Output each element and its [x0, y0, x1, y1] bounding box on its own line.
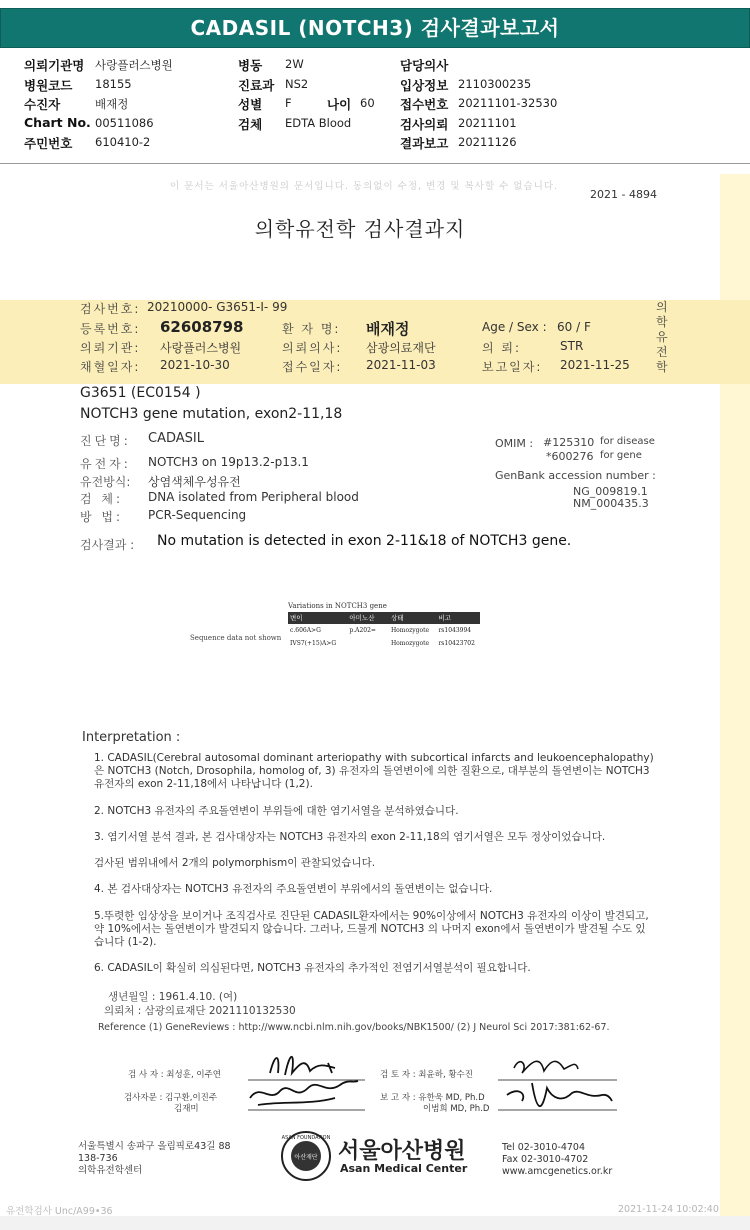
field-label: 검체 [238, 117, 263, 132]
variation-caption: Variations in NOTCH3 gene [288, 602, 387, 610]
diagnosis: CADASIL [148, 431, 204, 446]
receive-date: 2021-11-03 [366, 358, 436, 372]
field-label: 성별 [238, 97, 263, 112]
exam-no-label: 검사번호: [80, 302, 141, 316]
field-value: 2W [285, 57, 304, 71]
address-line-1: 서울특별시 송파구 올림픽로43길 88 [78, 1141, 231, 1152]
collect-date-label: 채혈일자: [80, 360, 141, 374]
field-value: 18155 [95, 77, 132, 91]
print-strip [0, 1216, 750, 1230]
address-line-2: 138-736 [78, 1153, 118, 1164]
patient-label: 환 자 명: [282, 322, 341, 336]
field-label: 수진자 [24, 97, 61, 112]
variation-row [288, 637, 480, 650]
gene-label: 유전자: [80, 457, 131, 471]
inheritance-label: 유전방식: [80, 475, 131, 489]
field-label: 검사의뢰 [400, 117, 449, 132]
method-label: 방 법: [80, 510, 124, 524]
variation-row [288, 624, 480, 637]
result-label: 검사결과 : [80, 538, 135, 552]
method: PCR-Sequencing [148, 508, 247, 522]
scanned-report [0, 168, 750, 1230]
diagnosis-label: 진단명: [80, 434, 131, 448]
institution: 사랑플러스병원 [160, 341, 242, 355]
interpretation-paragraph: 3. 염기서열 분석 결과, 본 검사대상자는 NOTCH3 유전자의 exon 2-11,18의 염기서열은 모두 정상이었습니다. [94, 831, 606, 843]
variation-cell: IVS7(+15)A>G [290, 640, 337, 647]
reference: Reference (1) GeneReviews : http://www.ncbi.nlm.nih.gov/books/NBK1500/ (2) J Neurol Sci 2017:381:62-67. [98, 1022, 610, 1033]
vertical-department-label: 의학유전학 [656, 300, 668, 374]
field-value: EDTA Blood [285, 116, 352, 130]
field-value: 20211101-32530 [458, 96, 558, 110]
field-label: Chart No. [24, 115, 91, 130]
omim-disease: #125310 [543, 436, 595, 449]
field-label: 결과보고 [400, 136, 449, 151]
reporter-label: 보 고 자 : 유한욱 MD, Ph.D [380, 1093, 485, 1103]
collect-date: 2021-10-30 [160, 358, 230, 372]
logo-ring-text: ASAN FOUNDATION [281, 1135, 331, 1141]
field-value: 00511086 [95, 116, 154, 130]
ward: STR [560, 339, 584, 353]
field-value: 20211101 [458, 116, 517, 130]
requester: 의뢰처 : 삼광의료재단 2021110132530 [104, 1005, 296, 1017]
omim-disease-note: for disease [600, 436, 655, 447]
variation-header-row [288, 612, 480, 624]
reg-no: 62608798 [160, 318, 244, 336]
interpretation-paragraph: 검사된 범위내에서 2개의 polymorphism이 관찰되었습니다. [94, 857, 376, 869]
field-label: 담당의사 [400, 58, 449, 73]
genbank-accession-1: NG_009819.1 [573, 485, 648, 498]
document-number: 2021 - 4894 [590, 188, 657, 201]
variation-header-cell: 아미노산 [349, 614, 375, 622]
field-value: 610410-2 [95, 135, 151, 149]
interpretation-paragraph: 1. CADASIL(Cerebral autosomal dominant arteriopathy with subcortical infarcts and leukoencephalopathy)은 NOTCH3 (Notch, Drosophila, homolog of, 3) 유전자의 돌연변이에 의한 질환으로, 대부분의 돌연변이는 NOTCH3 유전자의 exon 2-11,18에서 나타납니다 (1,2). [94, 752, 654, 790]
interpretation-paragraph: 4. 본 검사대상자는 NOTCH3 유전자의 주요돌연변이 부위에서의 돌연변이는 없습니다. [94, 883, 493, 895]
document-title: 의학유전학 검사결과지 [254, 217, 466, 241]
asan-foundation-logo [280, 1130, 332, 1182]
field-value: 사랑플러스병원 [95, 58, 173, 72]
field-label: 나이 [327, 97, 352, 112]
patient-name: 배재정 [366, 320, 410, 338]
field-label: 주민번호 [24, 136, 73, 151]
omim-gene-note: for gene [600, 450, 642, 461]
interpretation-paragraph: 6. CADASIL이 확실히 의심된다면, NOTCH3 유전자의 추가적인 전염기서열분석이 필요합니다. [94, 962, 531, 974]
field-value: 배재정 [95, 97, 129, 111]
genbank-accession-2: NM_000435.3 [573, 497, 649, 510]
omim-gene: *600276 [546, 450, 594, 463]
variation-cell [349, 637, 391, 650]
report-date-label: 보고일자: [482, 360, 543, 374]
address-line-3: 의학유전학센터 [78, 1165, 143, 1176]
age-sex-label: Age / Sex : [482, 320, 547, 334]
reviewer-label: 검 토 자 : 최윤하, 황수진 [380, 1070, 473, 1080]
interpretation-title: Interpretation : [82, 730, 181, 745]
inheritance: 상염색체우성유전 [148, 475, 241, 489]
test-code: G3651 (EC0154 ) [80, 385, 201, 401]
field-value: NS2 [285, 77, 309, 91]
sequence-note: Sequence data not shown [190, 634, 282, 642]
field-value: 20211126 [458, 135, 517, 149]
variation-cell: rs1043994 [438, 627, 472, 634]
ward-label: 의 뢰: [482, 341, 522, 355]
field-label: 진료과 [238, 78, 275, 93]
logo-inner-text: 아산재단 [294, 1154, 318, 1161]
variation-table [288, 602, 480, 650]
variation-header-cell: 변이 [290, 614, 303, 622]
signature-reviewer-image [492, 1043, 622, 1118]
doctor: 삼광의료재단 [366, 341, 436, 355]
specimen-label: 검 체: [80, 492, 124, 506]
field-value: 60 [360, 96, 375, 110]
doctor-label: 의뢰의사: [282, 341, 343, 355]
age-sex: 60 / F [557, 320, 591, 334]
exam-no: 20210000- G3651-I- 99 [147, 300, 288, 314]
field-value: F [285, 96, 292, 110]
examiner-label: 검 사 자 : 최성훈, 이주연 [128, 1070, 221, 1080]
hospital-name-english: Asan Medical Center [340, 1162, 468, 1175]
institution-label: 의뢰기관: [80, 341, 141, 355]
tel: Tel 02-3010-4704 [502, 1142, 585, 1153]
watermark-notice: 이 문서는 서울아산병원의 문서입니다. 동의없이 수정, 변경 및 복사할 수 없습니다. [170, 181, 559, 192]
field-value: 2110300235 [458, 77, 532, 91]
report-date: 2021-11-25 [560, 358, 630, 372]
hospital-name-korean: 서울아산병원 [338, 1139, 466, 1164]
gene: NOTCH3 on 19p13.2-p13.1 [148, 455, 309, 469]
advisor-label-2: 김재미 [174, 1104, 199, 1114]
print-code: 유전학검사 Unc/A99•36 [6, 1206, 113, 1217]
field-label: 병동 [238, 58, 263, 73]
print-timestamp: 2021-11-24 10:02:40 [618, 1204, 719, 1215]
variation-cell: p.A202= [349, 627, 376, 634]
field-label: 입상정보 [400, 78, 449, 93]
specimen: DNA isolated from Peripheral blood [148, 490, 359, 504]
report-header-bar [0, 8, 750, 48]
test-name: NOTCH3 gene mutation, exon2-11,18 [80, 406, 343, 422]
reg-no-label: 등록번호: [80, 322, 141, 336]
signature-examiner-image [240, 1043, 370, 1118]
variation-cell: Homozygote [390, 627, 430, 634]
variation-header-cell: 상태 [390, 614, 404, 622]
variation-header-cell: 비고 [438, 614, 451, 622]
report-title: CADASIL (NOTCH3) 검사결과보고서 [190, 16, 560, 40]
genbank-label: GenBank accession number : [495, 469, 656, 482]
result-text: No mutation is detected in exon 2-11&18 of NOTCH3 gene. [157, 533, 572, 549]
field-label: 의뢰기관명 [24, 58, 85, 73]
variation-cell: rs10423702 [438, 640, 475, 647]
omim-label: OMIM : [495, 437, 534, 450]
interpretation-paragraph: 2. NOTCH3 유전자의 주요돌연변이 부위들에 대한 염기서열을 분석하였습니다. [94, 805, 459, 817]
fax: Fax 02-3010-4702 [502, 1154, 589, 1165]
reporter-label-2: 이범희 MD, Ph.D [423, 1104, 490, 1114]
header-divider [0, 163, 750, 164]
variation-cell: c.606A>G [290, 627, 321, 634]
website: www.amcgenetics.or.kr [502, 1166, 613, 1177]
receive-date-label: 접수일자: [282, 360, 343, 374]
field-label: 접수번호 [400, 97, 449, 112]
advisor-label: 검사자문 : 김구환,이진주 [124, 1093, 218, 1103]
field-label: 병원코드 [24, 78, 73, 93]
interpretation-paragraph: 5.뚜렷한 임상상을 보이거나 조직검사로 진단된 CADASIL환자에서는 90%이상에서 NOTCH3 유전자의 이상이 발견되고, 약 10%에서는 돌연변이가 발견되지 않습니다. 그러나, 드물게 NOTCH3 의 나머지 exon에서 돌연변이가 발견될 수도 있습니다 (1-2). [94, 910, 649, 948]
birth-date: 생년월일 : 1961.4.10. (여) [108, 991, 238, 1003]
variation-cell: Homozygote [390, 640, 430, 647]
